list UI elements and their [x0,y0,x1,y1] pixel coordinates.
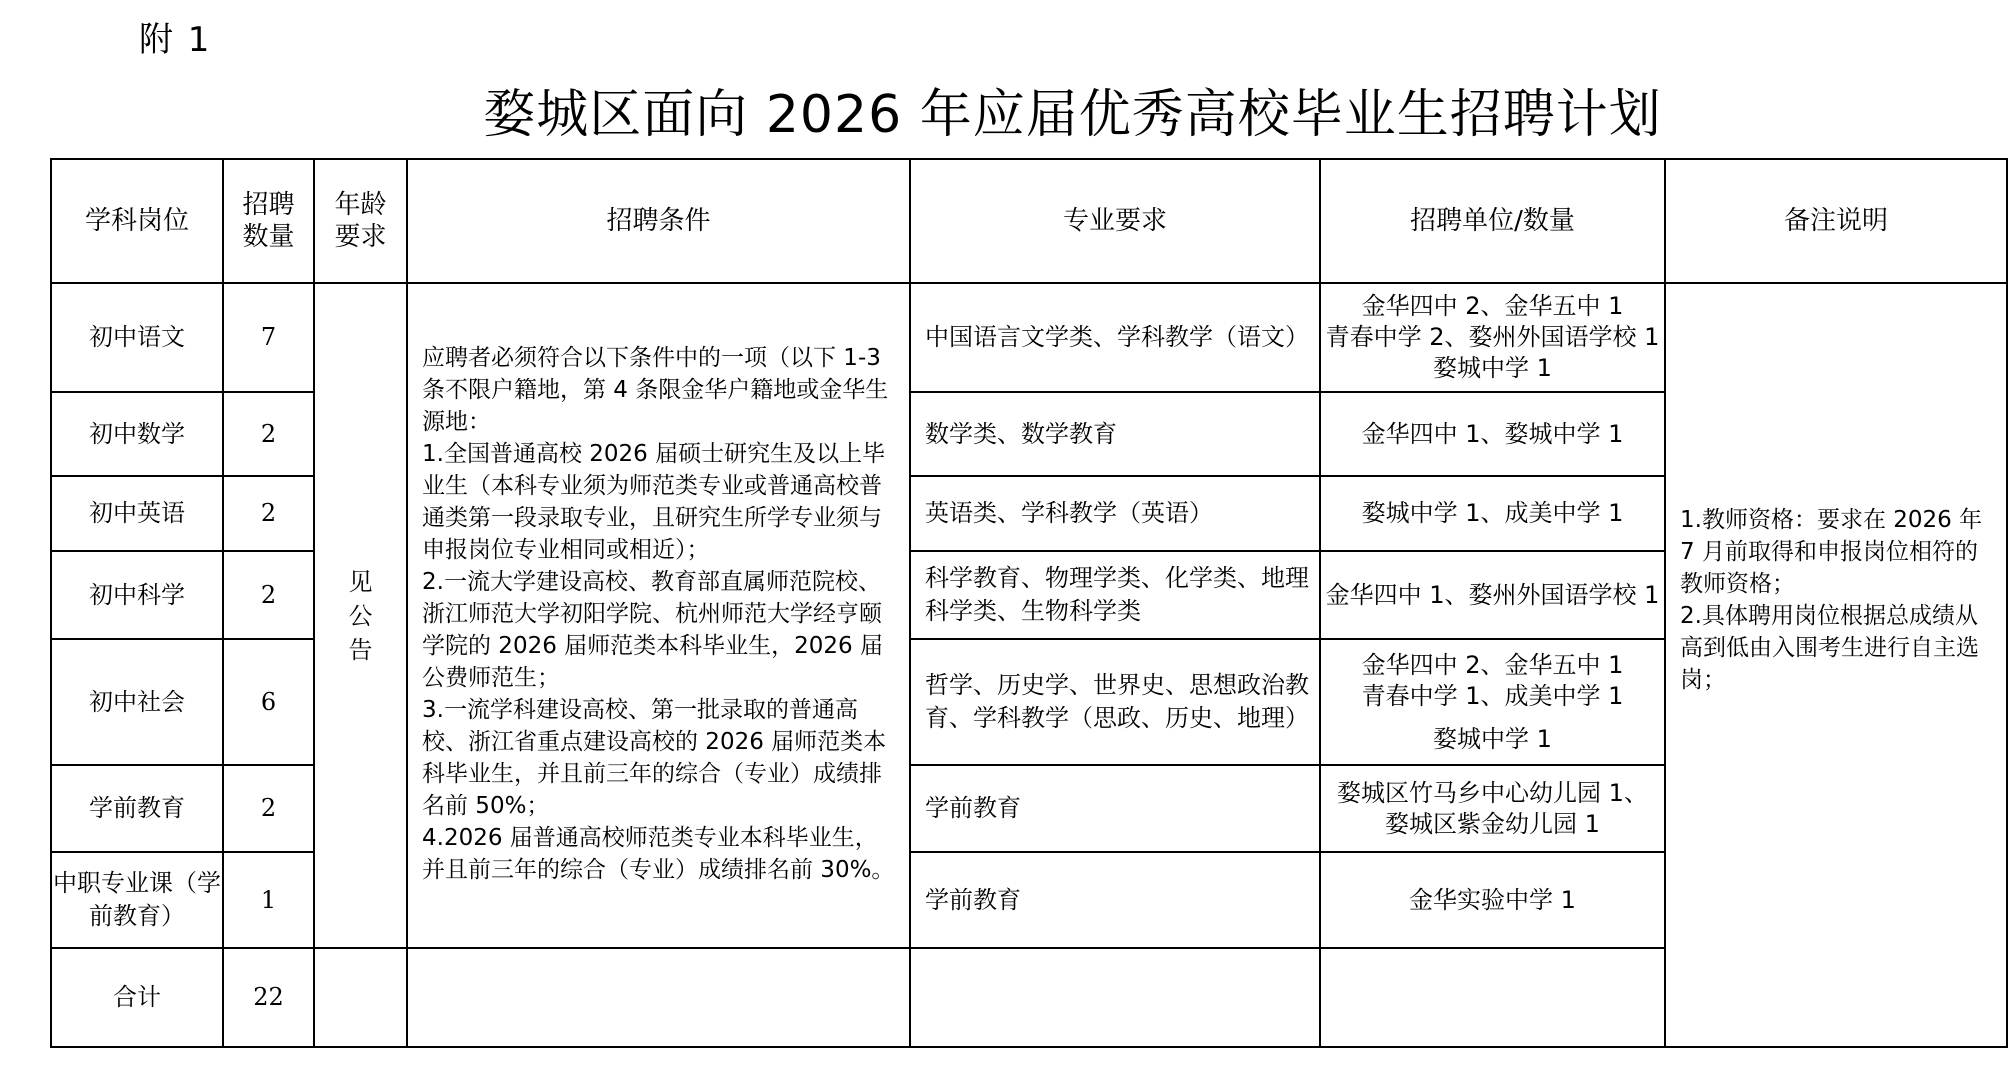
recruitment-plan-table [50,158,2008,1048]
total-label: 合计 [51,948,223,1047]
unit-line: 婺城区紫金幼儿园 1 [1385,809,1600,838]
unit-line: 婺城中学 1 [1433,724,1552,753]
count-cell: 6 [223,639,314,765]
header-count [223,159,314,283]
condition-item-3: 3.一流学科建设高校、第一批录取的普通高校、浙江省重点建设高校的 2026 届师范类本科毕业生，并且前三年的综合（专业）成绩排名前 50%； [422,697,887,819]
header-units: 招聘单位/数量 [1320,159,1665,283]
count-cell: 1 [223,852,314,948]
header-age [314,159,407,283]
units-cell [1320,765,1665,852]
empty-cell [910,948,1320,1047]
notes-cell [1665,283,2007,1047]
annex-label: 附 1 [139,20,212,60]
empty-cell [314,948,407,1047]
post-cell: 初中数学 [51,392,223,476]
unit-line: 婺城中学 1、成美中学 1 [1361,499,1624,527]
table-row [51,283,2007,392]
units-cell [1320,392,1665,476]
unit-line: 婺城中学 1 [1433,354,1552,382]
unit-spacer [1321,712,1664,724]
note-item-1: 1.教师资格：要求在 2026 年 7 月前取得和申报岗位相符的教师资格； [1680,507,1983,597]
condition-intro: 应聘者必须符合以下条件中的一项（以下 1-3 条不限户籍地，第 4 条限金华户籍地或金华生源地： [422,345,889,435]
units-cell [1320,476,1665,551]
unit-line: 金华四中 1、婺城中学 1 [1361,419,1624,448]
units-cell [1320,852,1665,948]
header-notes: 备注说明 [1665,159,2007,283]
unit-line: 金华四中 2、金华五中 1 [1361,650,1624,679]
major-cell: 哲学、历史学、世界史、思想政治教育、学科教学（思政、历史、地理） [910,639,1320,765]
post-cell: 初中语文 [51,283,223,392]
unit-line: 金华四中 1、婺州外国语学校 1 [1325,580,1660,609]
conditions-cell [407,283,910,948]
condition-item-1: 1.全国普通高校 2026 届硕士研究生及以上毕业生（本科专业须为师范类专业或普通高校普通类第一段录取专业，且研究生所学专业须与申报岗位专业相同或相近）； [422,441,886,563]
header-age-text: 年龄要求 [334,190,387,252]
unit-line: 金华实验中学 1 [1409,885,1576,914]
header-conditions: 招聘条件 [407,159,910,283]
header-count-text: 招聘数量 [242,190,295,252]
post-cell: 学前教育 [51,765,223,852]
note-item-2: 2.具体聘用岗位根据总成绩从高到低由入围考生进行自主选岗； [1680,603,1979,693]
count-cell: 2 [223,476,314,551]
post-cell: 中职专业课（学前教育） [51,852,223,948]
major-cell: 学前教育 [910,765,1320,852]
count-cell: 7 [223,283,314,392]
units-cell [1320,551,1665,639]
post-cell: 初中社会 [51,639,223,765]
age-requirement-text: 见公告 [348,567,373,664]
major-cell: 数学类、数学教育 [910,392,1320,476]
major-cell: 中国语言文学类、学科教学（语文） [910,283,1320,392]
unit-line: 青春中学 1、成美中学 1 [1361,681,1624,710]
unit-line: 金华四中 2、金华五中 1 [1361,292,1624,320]
unit-line: 青春中学 2、婺州外国语学校 1 [1325,323,1660,351]
count-cell: 2 [223,765,314,852]
condition-item-2: 2.一流大学建设高校、教育部直属师范院校、浙江师范大学初阳学院、杭州师范大学经亨颐学院的 2026 届师范类本科毕业生，2026 届公费师范生； [422,569,883,691]
condition-item-4: 4.2026 届普通高校师范类专业本科毕业生，并且前三年的综合（专业）成绩排名前 30%。 [422,825,895,883]
empty-cell [1320,948,1665,1047]
age-requirement-cell [314,283,407,948]
document-title: 婺城区面向 2026 年应届优秀高校毕业生招聘计划 [483,85,1662,145]
header-major: 专业要求 [910,159,1320,283]
header-row [51,159,2007,283]
major-cell: 英语类、学科教学（英语） [910,476,1320,551]
units-cell [1320,639,1665,765]
major-cell: 学前教育 [910,852,1320,948]
post-cell: 初中科学 [51,551,223,639]
units-cell [1320,283,1665,392]
empty-cell [407,948,910,1047]
header-post: 学科岗位 [51,159,223,283]
total-count: 22 [223,948,314,1047]
post-cell: 初中英语 [51,476,223,551]
count-cell: 2 [223,392,314,476]
unit-line: 婺城区竹马乡中心幼儿园 1、 [1337,778,1648,807]
major-cell: 科学教育、物理学类、化学类、地理科学类、生物科学类 [910,551,1320,639]
count-cell: 2 [223,551,314,639]
